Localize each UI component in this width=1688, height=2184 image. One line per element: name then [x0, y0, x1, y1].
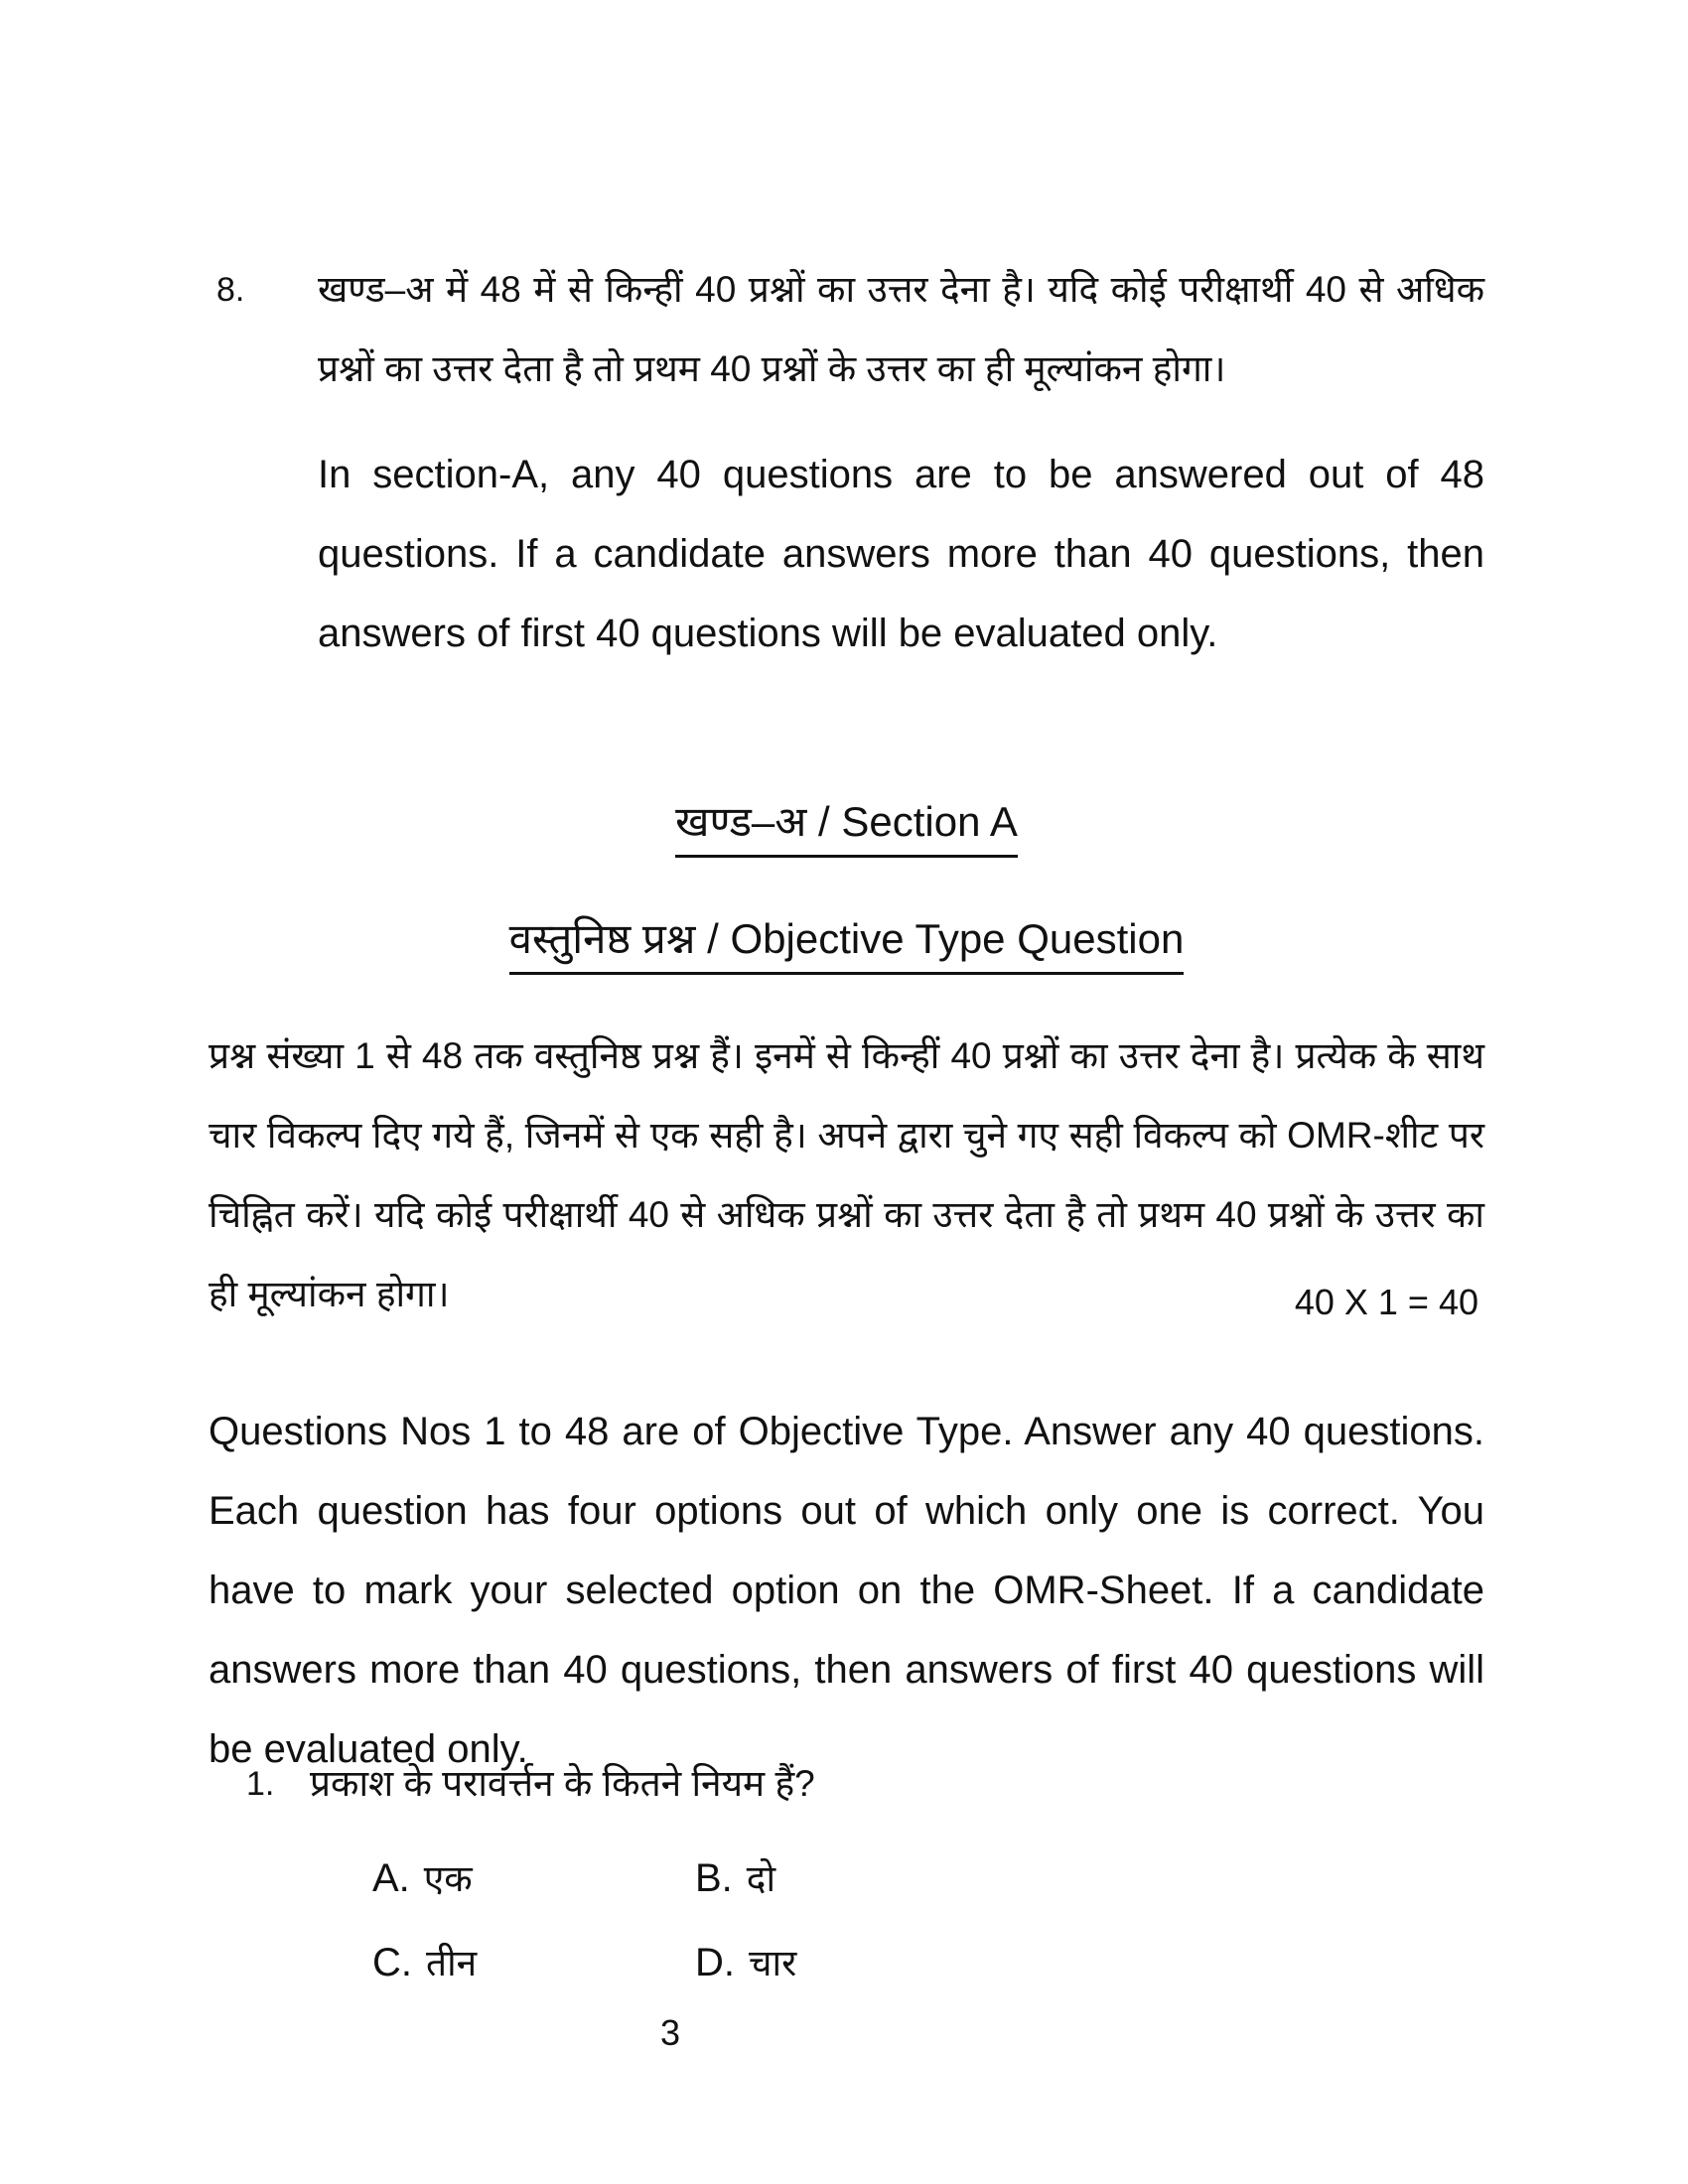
option-d-text: चार — [749, 1943, 797, 1983]
option-c — [372, 1931, 695, 1995]
instruction-item-hindi-text: खण्ड–अ में 48 में से किन्हीं 40 प्रश्नों का उत्तर देना है। यदि कोई परीक्षार्थी 40 से अधिक प्रश्नों का उत्तर देता है तो प्रथम 40 प्रश्नों के उत्तर का ही मूल्यांकन होगा। — [318, 269, 1484, 389]
objective-type-heading — [209, 913, 1484, 975]
option-b-text: दो — [746, 1858, 776, 1899]
option-a — [372, 1846, 695, 1911]
objective-instructions-english-text: Questions Nos 1 to 48 are of Objective Type. Answer any 40 questions. Each question has four options out of which only one is correct. You have to mark your selected option on the OMR-Sheet. If a candidate answers more than 40 questions, then answers of first 40 questions will be evaluated only. — [209, 1410, 1484, 1771]
option-b-label: B. — [695, 1856, 733, 1900]
section-a-heading-text: खण्ड–अ / Section A — [675, 796, 1018, 858]
question-1-number: 1. — [246, 1765, 275, 1803]
option-d — [695, 1931, 1326, 1995]
objective-instructions-english — [209, 1392, 1484, 1789]
objective-instructions-hindi — [209, 1017, 1484, 1334]
instruction-item-body — [318, 250, 1484, 673]
instruction-item-8 — [209, 250, 1484, 673]
marks-scheme: 40 X 1 = 40 — [1294, 1282, 1478, 1322]
option-a-label: A. — [372, 1856, 410, 1900]
objective-type-heading-text: वस्तुनिष्ठ प्रश्न / Objective Type Question — [509, 913, 1185, 975]
question-1-text: प्रकाश के परावर्त्तन के कितने नियम हैं? — [310, 1763, 815, 1804]
instruction-item-number: 8. — [216, 271, 245, 309]
option-b — [695, 1846, 1326, 1911]
option-d-label: D. — [695, 1941, 735, 1984]
option-c-text: तीन — [426, 1943, 478, 1983]
question-1-options — [372, 1846, 1326, 1995]
option-a-text: एक — [423, 1858, 473, 1899]
section-a-heading — [209, 796, 1484, 858]
option-c-label: C. — [372, 1941, 412, 1984]
instruction-item-english-text: In section-A, any 40 questions are to be answered out of 48 questions. If a candidate answers more than 40 questions, then answers of first 40 questions will be evaluated only. — [318, 453, 1484, 655]
page-number: 3 — [659, 2012, 681, 2053]
objective-instructions-hindi-text: प्रश्न संख्या 1 से 48 तक वस्तुनिष्ठ प्रश्न हैं। इनमें से किन्हीं 40 प्रश्नों का उत्तर देना है। प्रत्येक के साथ चार विकल्प दिए गये हैं, जिनमें से एक सही है। अपने द्वारा चुने गए सही विकल्प को OMR-शीट पर चिह्नित करें। यदि कोई परीक्षार्थी 40 से अधिक प्रश्नों का उत्तर देता है तो प्रथम 40 प्रश्नों के उत्तर का ही मूल्यांकन होगा। — [209, 1035, 1484, 1314]
question-1 — [246, 1755, 1487, 1813]
